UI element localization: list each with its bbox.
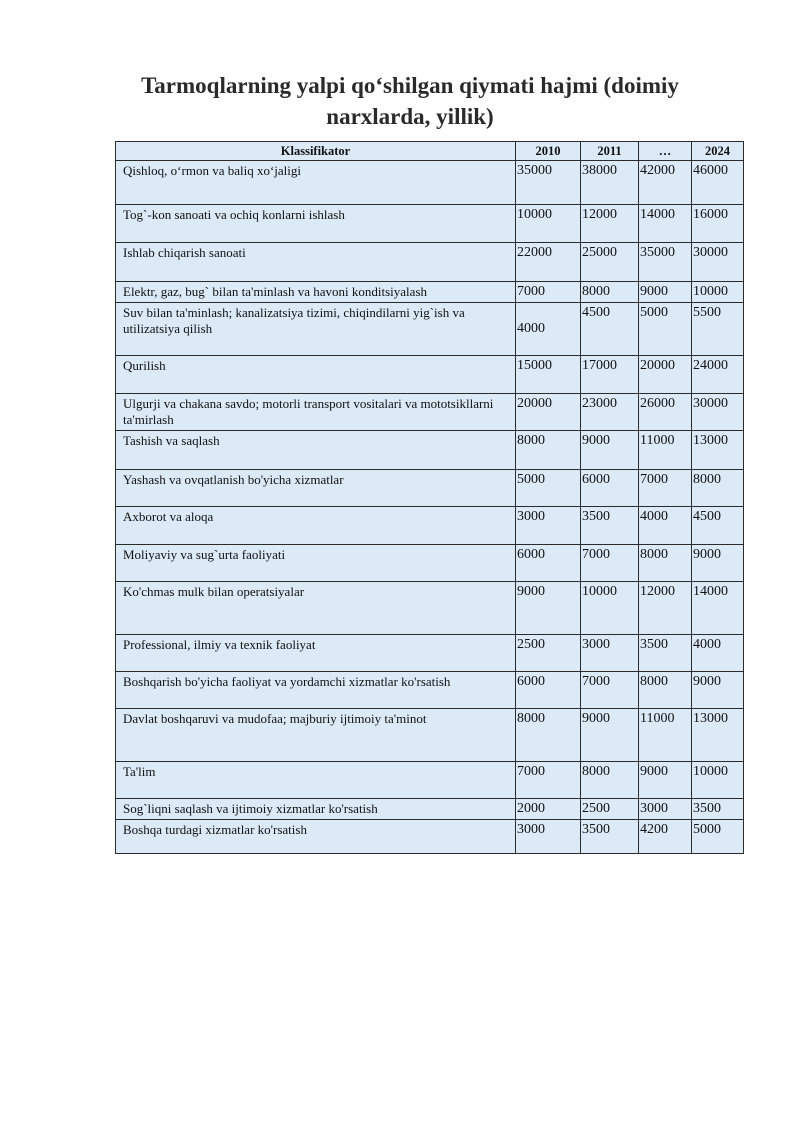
classifier-cell: Boshqarish bo'yicha faoliyat va yordamchi xizmatlar ko'rsatish: [116, 672, 516, 709]
table-row: [116, 507, 744, 545]
value-cell: 10000: [581, 582, 639, 635]
value-cell: 8000: [692, 470, 744, 507]
classifier-cell: Ko'chmas mulk bilan operatsiyalar: [116, 582, 516, 635]
value-cell: 12000: [639, 582, 692, 635]
value-cell: 3500: [639, 635, 692, 672]
table-row: [116, 303, 744, 356]
value-cell: 6000: [581, 470, 639, 507]
value-cell: 5000: [516, 470, 581, 507]
value-cell: 17000: [581, 356, 639, 394]
value-cell: 12000: [581, 205, 639, 243]
classifier-cell: Moliyaviy va sug`urta faoliyati: [116, 545, 516, 582]
value-cell: 20000: [516, 394, 581, 431]
value-cell: 4000: [516, 303, 581, 356]
table-row: [116, 545, 744, 582]
table-body: [116, 161, 744, 854]
value-cell: 16000: [692, 205, 744, 243]
value-cell: 23000: [581, 394, 639, 431]
value-cell: 8000: [581, 282, 639, 303]
value-cell: 14000: [692, 582, 744, 635]
classifier-cell: Davlat boshqaruvi va mudofaa; majburiy ijtimoiy ta'minot: [116, 709, 516, 762]
classifier-cell: Tashish va saqlash: [116, 431, 516, 470]
classifier-cell: Tog`-kon sanoati va ochiq konlarni ishlash: [116, 205, 516, 243]
classifier-cell: Sog`liqni saqlash va ijtimoiy xizmatlar ko'rsatish: [116, 799, 516, 820]
value-cell: 30000: [692, 394, 744, 431]
value-cell: 26000: [639, 394, 692, 431]
value-cell: 9000: [581, 709, 639, 762]
value-cell: 3000: [581, 635, 639, 672]
value-cell: 13000: [692, 431, 744, 470]
value-cell: 4200: [639, 820, 692, 854]
table-row: [116, 709, 744, 762]
value-cell: 3500: [581, 507, 639, 545]
value-cell: 8000: [639, 545, 692, 582]
value-cell: 8000: [516, 709, 581, 762]
value-cell: 9000: [639, 762, 692, 799]
table-row: [116, 470, 744, 507]
table-row: [116, 762, 744, 799]
value-cell: 6000: [516, 545, 581, 582]
value-cell: 14000: [639, 205, 692, 243]
value-cell: 2500: [581, 799, 639, 820]
value-cell: 9000: [639, 282, 692, 303]
classifier-cell: Ulgurji va chakana savdo; motorli transport vositalari va mototsikllarni ta'mirlash: [116, 394, 516, 431]
value-cell: 22000: [516, 243, 581, 282]
classifier-cell: Ta'lim: [116, 762, 516, 799]
value-cell: 7000: [516, 282, 581, 303]
classifier-cell: Suv bilan ta'minlash; kanalizatsiya tizimi, chiqindilarni yig`ish va utilizatsiya qilish: [116, 303, 516, 356]
value-cell: 25000: [581, 243, 639, 282]
data-table: [115, 141, 744, 854]
value-cell: 11000: [639, 431, 692, 470]
value-cell: 9000: [581, 431, 639, 470]
column-header-2024: 2024: [692, 142, 744, 161]
table-row: [116, 394, 744, 431]
table-row: [116, 356, 744, 394]
value-cell: 15000: [516, 356, 581, 394]
value-cell: 7000: [639, 470, 692, 507]
value-cell: 4000: [639, 507, 692, 545]
table-row: [116, 282, 744, 303]
table-row: [116, 820, 744, 854]
column-header-2011: 2011: [581, 142, 639, 161]
table-row: [116, 672, 744, 709]
classifier-cell: Ishlab chiqarish sanoati: [116, 243, 516, 282]
value-cell: 4500: [581, 303, 639, 356]
value-cell: 5000: [639, 303, 692, 356]
value-cell: 3000: [516, 820, 581, 854]
value-cell: 9000: [516, 582, 581, 635]
column-header-ellipsis: …: [639, 142, 692, 161]
column-header-classifier: Klassifikator: [116, 142, 516, 161]
value-cell: 3000: [639, 799, 692, 820]
value-cell: 9000: [692, 672, 744, 709]
value-cell: 10000: [692, 762, 744, 799]
value-cell: 6000: [516, 672, 581, 709]
value-cell: 7000: [581, 545, 639, 582]
classifier-cell: Elektr, gaz, bug` bilan ta'minlash va havoni konditsiyalash: [116, 282, 516, 303]
classifier-cell: Qurilish: [116, 356, 516, 394]
value-cell: 10000: [692, 282, 744, 303]
table-row: [116, 243, 744, 282]
classifier-cell: Professional, ilmiy va texnik faoliyat: [116, 635, 516, 672]
table-row: [116, 431, 744, 470]
value-cell: 30000: [692, 243, 744, 282]
classifier-cell: Boshqa turdagi xizmatlar ko'rsatish: [116, 820, 516, 854]
value-cell: 3000: [516, 507, 581, 545]
value-cell: 3500: [581, 820, 639, 854]
value-cell: 4500: [692, 507, 744, 545]
classifier-cell: Yashash va ovqatlanish bo'yicha xizmatlar: [116, 470, 516, 507]
value-cell: 35000: [516, 161, 581, 205]
value-cell: 7000: [581, 672, 639, 709]
table-row: [116, 635, 744, 672]
value-cell: 5000: [692, 820, 744, 854]
table-row: [116, 161, 744, 205]
classifier-cell: Axborot va aloqa: [116, 507, 516, 545]
value-cell: 9000: [692, 545, 744, 582]
value-cell: 5500: [692, 303, 744, 356]
value-cell: 13000: [692, 709, 744, 762]
value-cell: 42000: [639, 161, 692, 205]
classifier-cell: Qishloq, oʻrmon va baliq xoʻjaligi: [116, 161, 516, 205]
value-cell: 20000: [639, 356, 692, 394]
value-cell: 8000: [639, 672, 692, 709]
value-cell: 3500: [692, 799, 744, 820]
value-cell: 11000: [639, 709, 692, 762]
table-row: [116, 799, 744, 820]
table-row: [116, 205, 744, 243]
value-cell: 2500: [516, 635, 581, 672]
value-cell: 10000: [516, 205, 581, 243]
value-cell: 38000: [581, 161, 639, 205]
value-cell: 24000: [692, 356, 744, 394]
value-cell: 4000: [692, 635, 744, 672]
column-header-2010: 2010: [516, 142, 581, 161]
value-cell: 7000: [516, 762, 581, 799]
table-row: [116, 582, 744, 635]
value-cell: 8000: [581, 762, 639, 799]
value-cell: 46000: [692, 161, 744, 205]
value-cell: 2000: [516, 799, 581, 820]
table-header-row: [116, 142, 744, 161]
value-cell: 8000: [516, 431, 581, 470]
page-title: Tarmoqlarning yalpi qo‘shilgan qiymati hajmi (doimiy narxlarda, yillik): [141, 73, 679, 129]
value-cell: 35000: [639, 243, 692, 282]
